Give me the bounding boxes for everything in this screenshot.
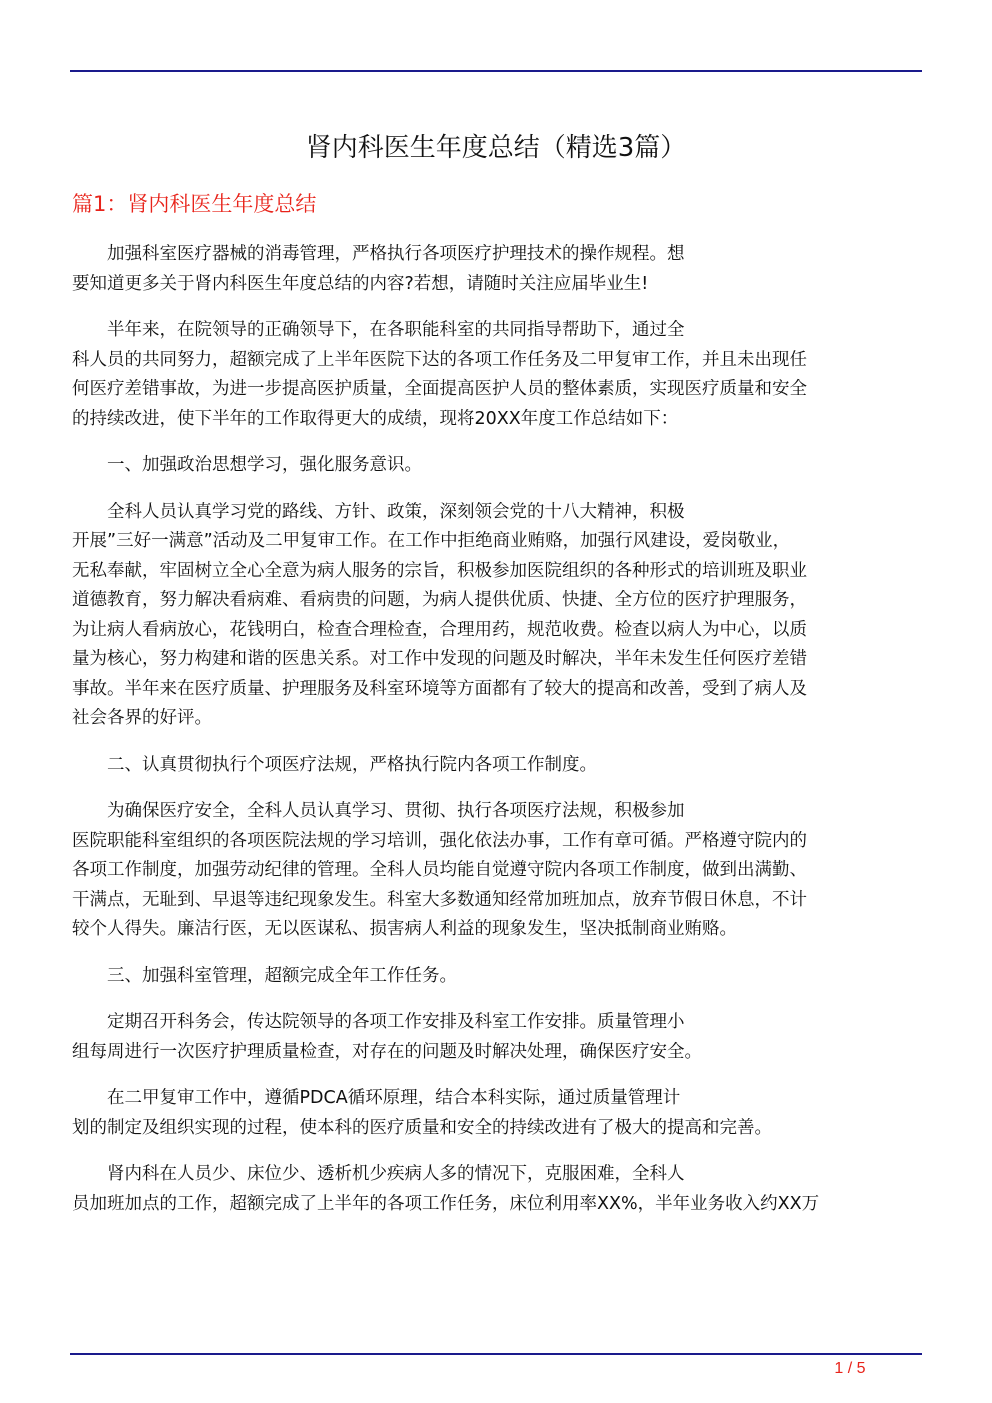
page-title: 肾内科医生年度总结（精选3篇） (305, 133, 687, 163)
paragraph-line: 半年来，在院领导的正确领导下，在各职能科室的共同指导帮助下，通过全 (107, 320, 685, 340)
paragraph-overview (72, 316, 920, 434)
subheading-one (72, 451, 920, 481)
paragraph-line: 各项工作制度，加强劳动纪律的管理。全科人员均能自觉遵守院内各项工作制度，做到出满勤、 (72, 860, 807, 880)
footer-rule (70, 1353, 922, 1355)
paragraph-line: 社会各界的好评。 (72, 708, 212, 728)
paragraph-line: 加强科室医疗器械的消毒管理，严格执行各项医疗护理技术的操作规程。想 (107, 244, 685, 264)
paragraph-line: 为确保医疗安全，全科人员认真学习、贯彻、执行各项医疗法规，积极参加 (107, 801, 685, 821)
paragraph-line: 划的制定及组织实现的过程，使本科的医疗质量和安全的持续改进有了极大的提高和完善。 (72, 1117, 772, 1138)
paragraph-line: 的持续改进，使下半年的工作取得更大的成绩，现将20XX年度工作总结如下： (72, 408, 679, 429)
paragraph-line: 要知道更多关于肾内科医生年度总结的内容?若想，请随时关注应届毕业生! (72, 273, 649, 294)
paragraph-line: 为让病人看病放心，花钱明白，检查合理检查，合理用药，规范收费。检查以病人为中心，以质 (72, 619, 807, 640)
paragraph-intro (72, 240, 920, 299)
section-heading: 篇1：肾内科医生年度总结 (72, 192, 317, 216)
subheading-three (72, 962, 920, 992)
paragraph-political-study (72, 498, 920, 734)
header-rule (70, 70, 922, 72)
paragraph-line: 事故。半年来在医疗质量、护理服务及科室环境等方面都有了较大的提高和改善，受到了病人及 (72, 678, 807, 699)
paragraph-line: 量为核心，努力构建和谐的医患关系。对工作中发现的问题及时解决，半年未发生任何医疗差错 (72, 649, 807, 669)
paragraph-line: 较个人得失。廉洁行医，无以医谋私、损害病人利益的现象发生，坚决抵制商业贿赂。 (72, 919, 737, 939)
paragraph-line: 开展”三好一满意”活动及二甲复审工作。在工作中拒绝商业贿赂，加强行风建设，爱岗敬业， (72, 531, 791, 551)
page-number: 1 / 5 (834, 1360, 866, 1377)
paragraph-line: 医院职能科室组织的各项医院法规的学习培训，强化依法办事，工作有章可循。严格遵守院内的 (72, 830, 807, 851)
paragraph-line: 干满点，无耻到、早退等违纪现象发生。科室大多数通知经常加班加点，放弃节假日休息，不计 (72, 889, 807, 910)
paragraph-line: 三、加强科室管理，超额完成全年工作任务。 (107, 965, 457, 986)
paragraph-line: 道德教育，努力解决看病难、看病贵的问题，为病人提供优质、快捷、全方位的医疗护理服务， (72, 590, 807, 610)
document-body (72, 240, 920, 1236)
paragraph-line: 科人员的共同努力，超额完成了上半年医院下达的各项工作任务及二甲复审工作，并且未出现任 (72, 349, 807, 370)
subheading-two (72, 751, 920, 781)
paragraph-line: 何医疗差错事故，为进一步提高医护质量，全面提高医护人员的整体素质，实现医疗质量和安全 (72, 379, 807, 399)
paragraph-line: 二、认真贯彻执行个项医疗法规，严格执行院内各项工作制度。 (107, 754, 597, 775)
paragraph-line: 在二甲复审工作中，遵循PDCA循环原理，结合本科实际，通过质量管理计 (107, 1088, 681, 1108)
paragraph-line: 无私奉献，牢固树立全心全意为病人服务的宗旨，积极参加医院组织的各种形式的培训班及职业 (72, 560, 807, 581)
paragraph-line: 一、加强政治思想学习，强化服务意识。 (107, 455, 422, 475)
paragraph-line: 定期召开科务会，传达院领导的各项工作安排及科室工作安排。质量管理小 (107, 1012, 685, 1032)
paragraph-meetings (72, 1008, 920, 1067)
paragraph-regulations (72, 797, 920, 945)
paragraph-pdca (72, 1084, 920, 1143)
paragraph-line: 组每周进行一次医疗护理质量检查，对存在的问题及时解决处理，确保医疗安全。 (72, 1041, 702, 1062)
paragraph-line: 肾内科在人员少、床位少、透析机少疾病人多的情况下，克服困难，全科人 (107, 1164, 685, 1184)
paragraph-line: 全科人员认真学习党的路线、方针、政策，深刻领会党的十八大精神，积极 (107, 501, 685, 522)
paragraph-line: 员加班加点的工作，超额完成了上半年的各项工作任务，床位利用率XX%，半年业务收入约XX万 (72, 1193, 820, 1214)
paragraph-workload (72, 1160, 920, 1219)
